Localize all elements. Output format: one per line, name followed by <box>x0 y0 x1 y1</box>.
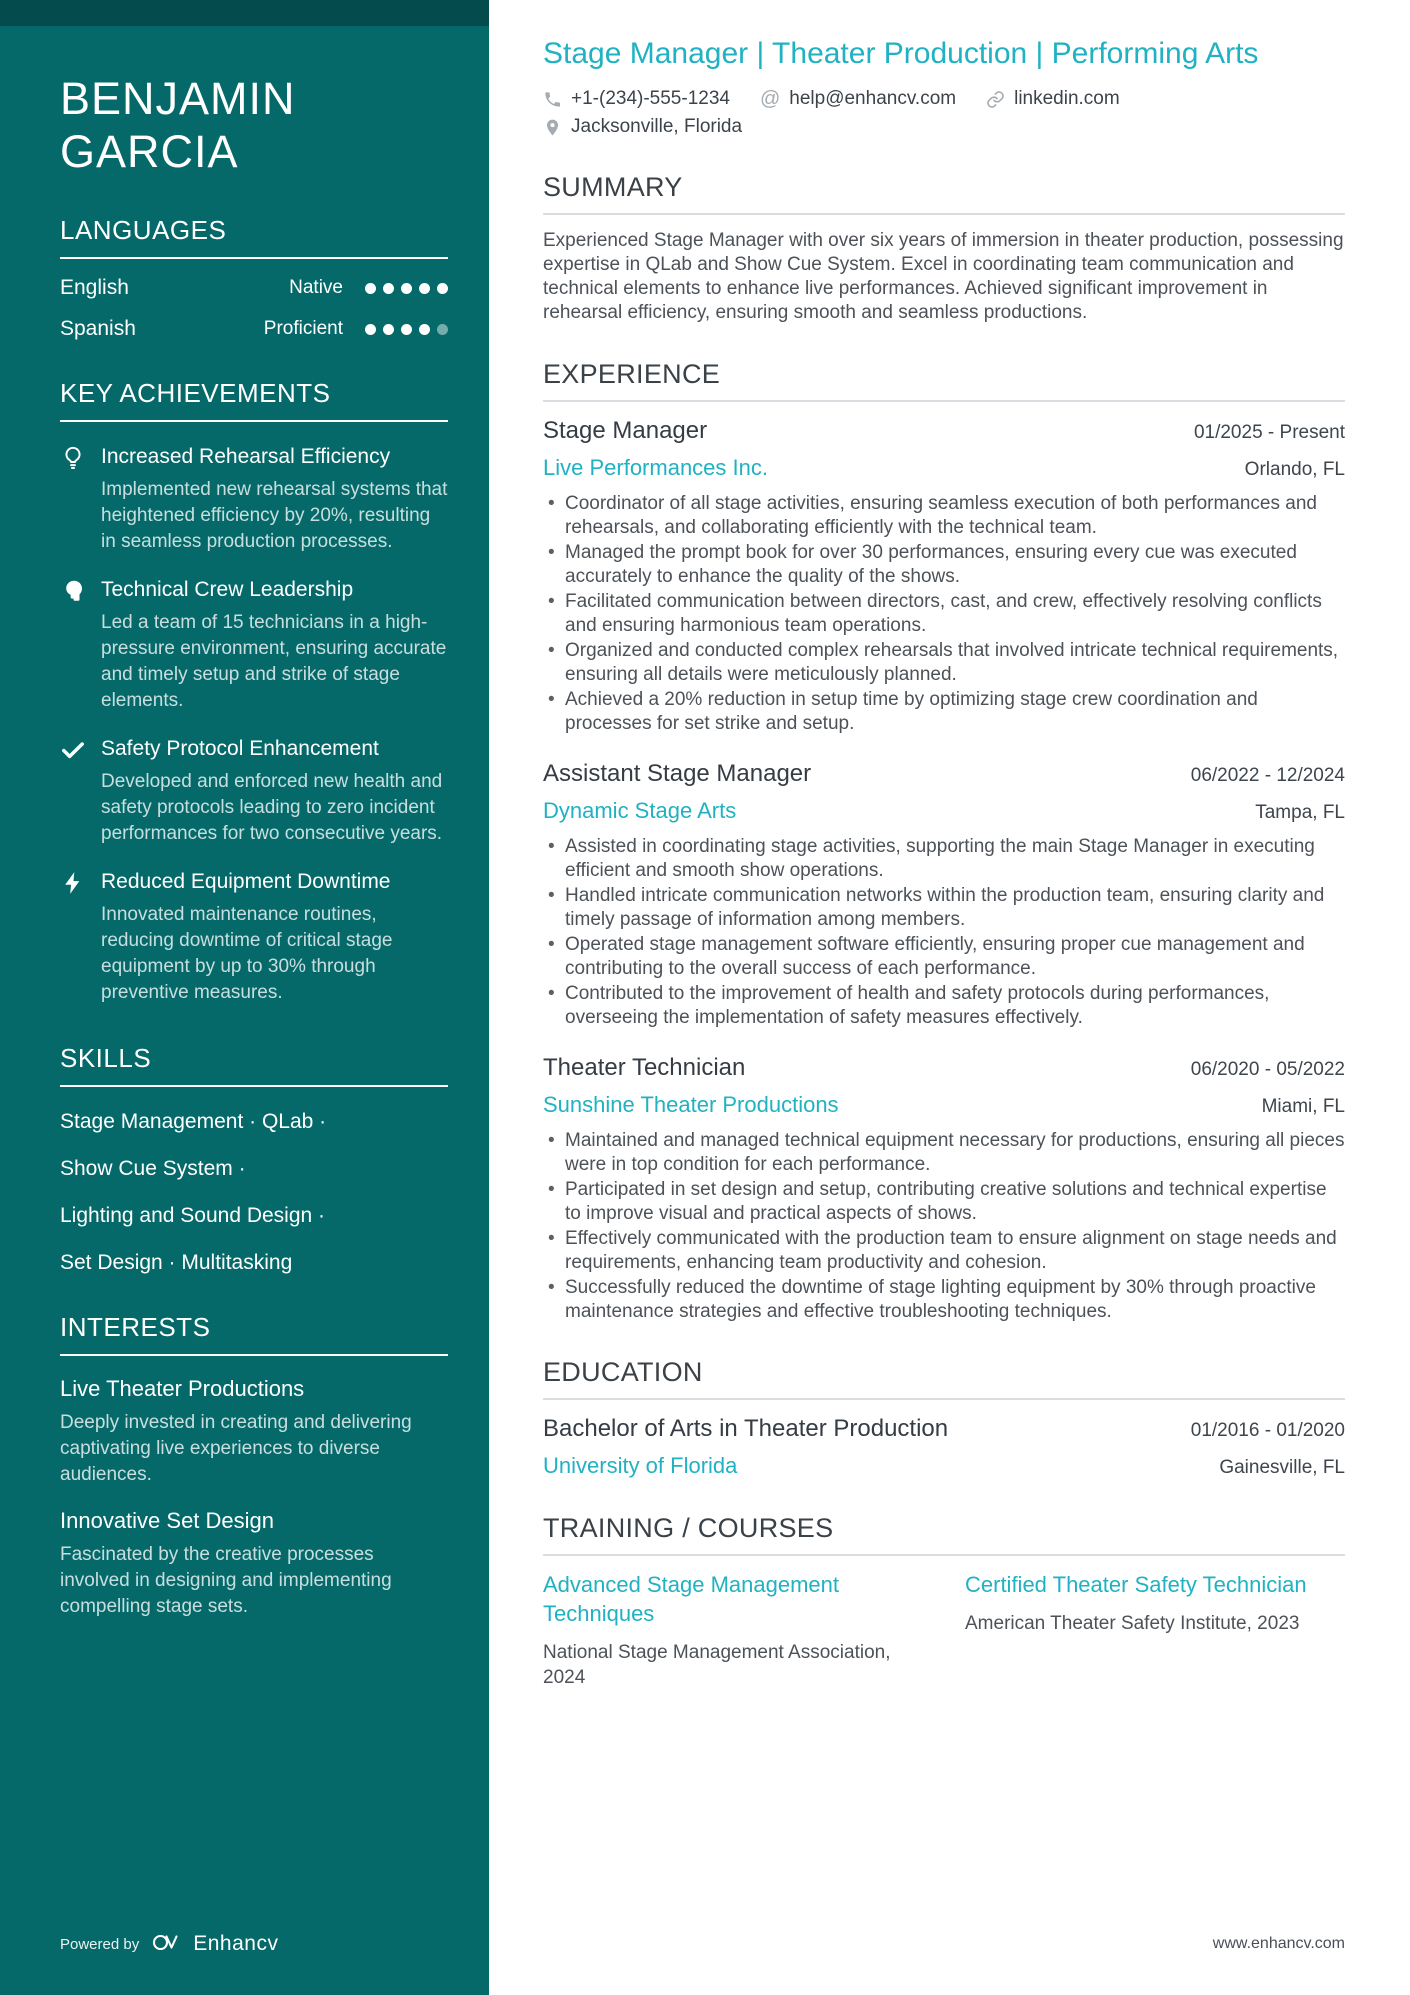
job-location: Orlando, FL <box>1244 459 1345 480</box>
level-dot <box>437 283 448 294</box>
achievement-body <box>101 868 448 1006</box>
job-title: Stage Manager <box>543 417 708 444</box>
enhancv-wordmark[interactable]: Enhancv <box>193 1932 279 1955</box>
job-bullet: • Coordinator of all stage activities, ensuring seamless execution of both performances and rehearsals, and collaborating efficiently with the technical team. <box>543 492 1345 539</box>
job-title: Theater Technician <box>543 1054 746 1081</box>
bolt-icon <box>60 868 87 1006</box>
course-entry <box>543 1570 923 1690</box>
interests-section <box>60 1313 448 1620</box>
job-dates: 06/2022 - 12/2024 <box>1190 765 1345 786</box>
contact-row <box>543 116 1345 138</box>
degree-dates: 01/2016 - 01/2020 <box>1190 1420 1345 1441</box>
school-name: University of Florida <box>543 1453 738 1478</box>
job-location: Miami, FL <box>1261 1096 1345 1117</box>
candidate-name: BENJAMIN GARCIA <box>60 73 296 177</box>
job-company: Live Performances Inc. <box>543 455 768 480</box>
job-bullet: • Organized and conducted complex rehearsals that involved intricate technical requirements, ensuring all details were meticulously planned. <box>543 639 1345 686</box>
divider <box>543 400 1345 402</box>
job-company: Dynamic Stage Arts <box>543 798 737 823</box>
skill-line: Stage Management · QLab · <box>60 1110 327 1133</box>
contact-row <box>543 88 1345 110</box>
divider <box>543 1554 1345 1556</box>
location-text: Jacksonville, Florida <box>571 116 743 137</box>
job-head <box>543 1053 1345 1083</box>
job-bullets <box>543 492 1345 735</box>
job-dates: 01/2025 - Present <box>1193 422 1345 443</box>
language-name: Spanish <box>60 317 136 340</box>
language-level-dots <box>365 324 448 335</box>
course-entry <box>965 1570 1345 1690</box>
at-icon: @ <box>759 87 781 110</box>
job-sub <box>543 1092 1345 1118</box>
level-dot <box>383 324 394 335</box>
job-entry <box>543 1053 1345 1323</box>
job-bullet: • Maintained and managed technical equipment necessary for productions, ensuring all pieces were in top condition for each performance. <box>543 1129 1345 1176</box>
job-bullet: • Effectively communicated with the production team to ensure alignment on stage needs and requirements, enhancing team productivity and cohesion. <box>543 1227 1345 1274</box>
languages-section <box>60 216 448 341</box>
divider <box>60 257 448 259</box>
achievements-heading: KEY ACHIEVEMENTS <box>60 378 331 408</box>
job-sub <box>543 455 1345 481</box>
level-dot <box>365 283 376 294</box>
degree-sub <box>543 1453 1345 1479</box>
job-bullet: • Successfully reduced the downtime of stage lighting equipment by 30% through proactive maintenance strategies and effective troubleshooting techniques. <box>543 1276 1345 1323</box>
enhancv-logo[interactable] <box>151 1931 181 1957</box>
divider <box>543 213 1345 215</box>
level-dot <box>365 324 376 335</box>
achievements-section <box>60 379 448 1006</box>
contact-phone <box>543 88 730 110</box>
language-level: Native <box>289 277 343 298</box>
job-bullets <box>543 835 1345 1029</box>
level-dot <box>419 324 430 335</box>
degree-head <box>543 1414 1345 1444</box>
summary-text: Experienced Stage Manager with over six years of immersion in theater production, possessing expertise in QLab and Show Cue System. Excel in coordinating team communication and technical elements to enhance live performances. Achieved significant improvement in rehearsal efficiency, ensuring smooth and seamless productions. <box>543 230 1344 323</box>
achievement-desc: Developed and enforced new health and safety protocols leading to zero incident performances for two consecutive years. <box>101 771 443 844</box>
job-bullet: • Managed the prompt book for over 30 performances, ensuring every cue was executed accurately to enhance the quality of the shows. <box>543 541 1345 588</box>
level-dot <box>401 324 412 335</box>
education-heading: EDUCATION <box>543 1357 703 1387</box>
achievement-desc: Innovated maintenance routines, reducing downtime of critical stage equipment by up to 30% through preventive measures. <box>101 904 393 1003</box>
job-head <box>543 416 1345 446</box>
sidebar <box>0 0 489 1995</box>
achievement-title: Technical Crew Leadership <box>101 578 354 601</box>
divider <box>60 1085 448 1087</box>
training-heading: TRAINING / COURSES <box>543 1513 834 1543</box>
location-pin-icon <box>543 118 562 137</box>
degree-title: Bachelor of Arts in Theater Production <box>543 1415 949 1442</box>
contact-email[interactable] <box>760 88 956 110</box>
experience-heading: EXPERIENCE <box>543 359 721 389</box>
interest-desc: Deeply invested in creating and delivering captivating live experiences to diverse audiences. <box>60 1412 412 1485</box>
website-url[interactable]: www.enhancv.com <box>1212 1935 1345 1952</box>
linkedin-url[interactable]: linkedin.com <box>1014 88 1120 109</box>
job-bullet: • Operated stage management software efficiently, ensuring proper cue management and contributing to the overall success of each performance. <box>543 933 1345 980</box>
phone-icon <box>543 90 562 109</box>
job-bullets <box>543 1129 1345 1323</box>
job-entry <box>543 759 1345 1029</box>
level-dot <box>401 283 412 294</box>
language-level-dots <box>365 283 448 294</box>
language-name: English <box>60 276 129 299</box>
contact-linkedin[interactable] <box>986 88 1120 110</box>
summary-heading: SUMMARY <box>543 172 683 202</box>
email-address[interactable]: help@enhancv.com <box>789 88 957 109</box>
job-title: Assistant Stage Manager <box>543 760 812 787</box>
job-bullet: • Participated in set design and setup, contributing creative solutions and technical expertise to improve visual and practical aspects of shows. <box>543 1178 1345 1225</box>
job-location: Tampa, FL <box>1255 802 1345 823</box>
training-grid <box>543 1570 1345 1690</box>
language-row <box>60 276 448 300</box>
job-head <box>543 759 1345 789</box>
divider <box>60 1354 448 1356</box>
achievement-item <box>60 576 448 714</box>
job-sub <box>543 798 1345 824</box>
experience-section <box>543 359 1345 1323</box>
achievement-item <box>60 443 448 555</box>
job-bullet: • Contributed to the improvement of health and safety protocols during performances, overseeing the implementation of safety measures effectively. <box>543 982 1345 1029</box>
job-dates: 06/2020 - 05/2022 <box>1190 1059 1345 1080</box>
interest-title: Live Theater Productions <box>60 1376 305 1401</box>
achievement-desc: Led a team of 15 technicians in a high-pressure environment, ensuring accurate and timely setup and strike of stage elements. <box>101 612 447 711</box>
achievement-title: Safety Protocol Enhancement <box>101 737 379 760</box>
level-dot <box>437 324 448 335</box>
powered-by-label: Powered by <box>60 1935 140 1953</box>
summary-section <box>543 172 1345 325</box>
powered-by-footer <box>60 1931 278 1957</box>
languages-heading: LANGUAGES <box>60 215 227 245</box>
job-company: Sunshine Theater Productions <box>543 1092 839 1117</box>
skill-line: Show Cue System · <box>60 1157 246 1180</box>
level-dot <box>419 283 430 294</box>
course-provider: American Theater Safety Institute, 2023 <box>965 1613 1300 1634</box>
interests-heading: INTERESTS <box>60 1312 211 1342</box>
achievement-desc: Implemented new rehearsal systems that heightened efficiency by 20%, resulting in seamless production processes. <box>101 479 448 552</box>
job-bullet: • Achieved a 20% reduction in setup time by optimizing stage crew coordination and processes for set strike and setup. <box>543 688 1345 735</box>
main-content <box>489 0 1410 1995</box>
skills-heading: SKILLS <box>60 1043 152 1073</box>
job-entry <box>543 416 1345 735</box>
interest-desc: Fascinated by the creative processes involved in designing and implementing compelling stage sets. <box>60 1544 392 1617</box>
check-icon <box>60 735 87 847</box>
achievement-title: Increased Rehearsal Efficiency <box>101 445 391 468</box>
lightbulb-icon <box>60 443 87 555</box>
achievement-item <box>60 735 448 847</box>
achievement-body <box>101 443 448 555</box>
job-bullet: • Handled intricate communication networks within the production team, ensuring clarity and timely passage of information among members. <box>543 884 1345 931</box>
link-icon <box>986 90 1005 109</box>
school-location: Gainesville, FL <box>1219 1457 1345 1478</box>
level-dot <box>383 283 394 294</box>
achievement-body <box>101 576 448 714</box>
head-icon <box>60 576 87 714</box>
contact-location <box>543 116 742 138</box>
interest-title: Innovative Set Design <box>60 1508 275 1533</box>
course-title: Certified Theater Safety Technician <box>965 1572 1307 1597</box>
course-title: Advanced Stage Management Techniques <box>543 1572 839 1626</box>
training-section <box>543 1513 1345 1690</box>
achievement-body <box>101 735 448 847</box>
language-row <box>60 317 448 341</box>
divider <box>543 1398 1345 1400</box>
phone-number: +1-(234)-555-1234 <box>571 88 730 109</box>
resume-headline: Stage Manager | Theater Production | Performing Arts <box>543 37 1259 70</box>
achievement-item <box>60 868 448 1006</box>
skill-line: Set Design · Multitasking <box>60 1251 293 1274</box>
education-section <box>543 1357 1345 1479</box>
top-accent-bar <box>0 0 489 26</box>
language-level: Proficient <box>263 318 343 339</box>
course-provider: National Stage Management Association, 2024 <box>543 1642 891 1688</box>
achievement-title: Reduced Equipment Downtime <box>101 870 391 893</box>
skills-section <box>60 1044 448 1275</box>
job-bullet: • Assisted in coordinating stage activities, supporting the main Stage Manager in executing efficient and smooth show operations. <box>543 835 1345 882</box>
skill-line: Lighting and Sound Design · <box>60 1204 326 1227</box>
job-bullet: • Facilitated communication between directors, cast, and crew, effectively resolving conflicts and ensuring harmonious team operations. <box>543 590 1345 637</box>
divider <box>60 420 448 422</box>
